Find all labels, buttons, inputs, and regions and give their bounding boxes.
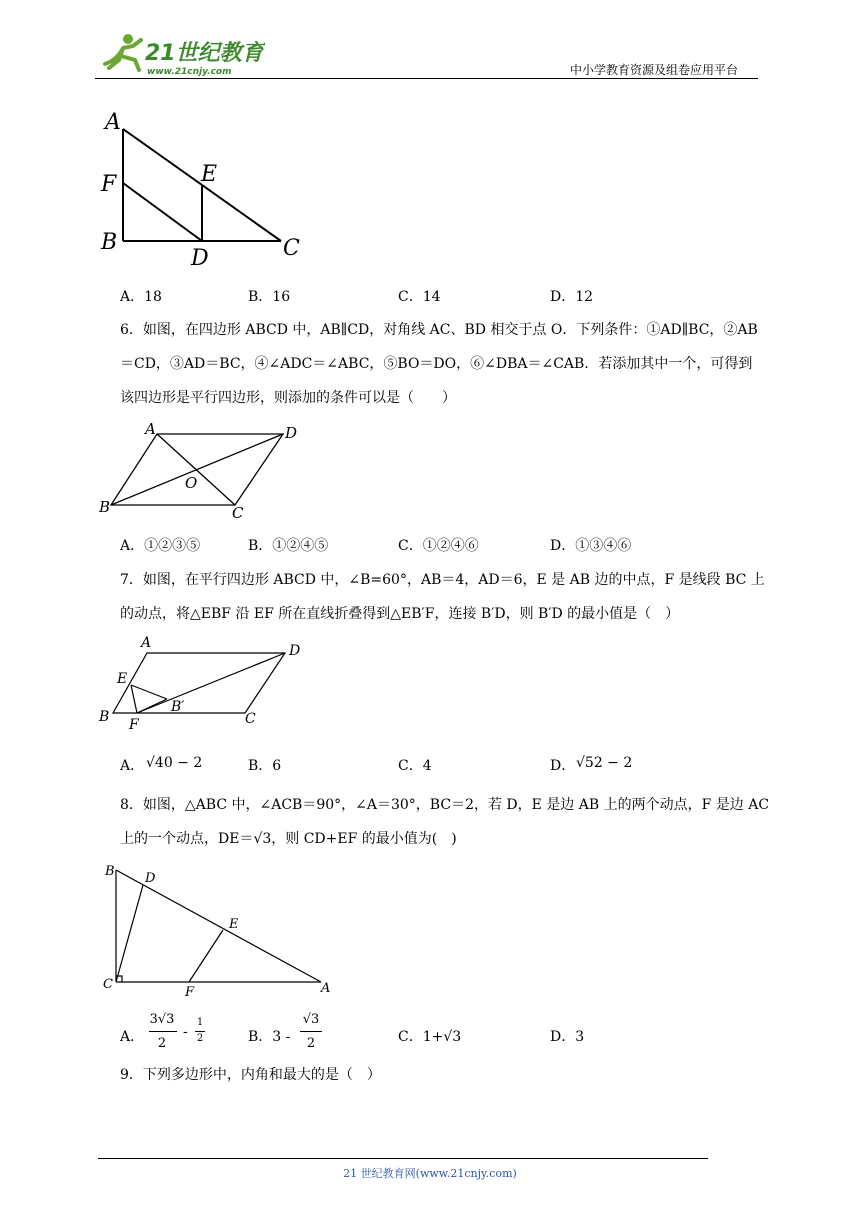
label-e: E: [229, 917, 239, 932]
q6-figure: [95, 418, 315, 523]
q7-line-2: 的动点，将△EBF 沿 EF 所在直线折叠得到△EB′F，连接 B′D，则 B′D 的最小值是（ ）: [120, 606, 680, 622]
label-c: C: [103, 977, 113, 992]
q5-option-d: D．12: [550, 289, 594, 305]
q5-option-c: C．14: [398, 289, 441, 305]
label-c: C: [245, 711, 256, 727]
label-f: F: [101, 172, 117, 197]
q8-option-a-frac-den: 2: [196, 1033, 204, 1044]
q6-line-3: 该四边形是平行四边形，则添加的条件可以是（ ）: [120, 390, 456, 406]
label-a: A: [321, 981, 331, 996]
label-f: F: [129, 717, 139, 733]
logo-runner-body: [105, 40, 141, 70]
label-c: C: [232, 504, 244, 522]
site-tagline: 中小学教育资源及组卷应用平台: [570, 63, 739, 77]
q8-figure: [95, 858, 345, 1003]
q8-option-a-denominator: 2: [157, 1036, 167, 1051]
segment-ef: [189, 930, 223, 982]
logo-text: 21世纪教育: [145, 41, 264, 66]
diagonal-bd: [111, 434, 283, 505]
q5-figure: [95, 105, 315, 270]
q8-option-b-denominator: 2: [306, 1036, 316, 1051]
q8-option-a-frac-num: 1: [196, 1017, 204, 1028]
q5-option-b: B．16: [248, 289, 291, 305]
q6-line-2: ＝CD，③AD＝BC，④∠ADC＝∠ABC，⑤BO＝DO，⑥∠DBA＝∠CAB．若添加其中一个，可得到: [120, 356, 753, 372]
q7-option-a-label: A．: [120, 758, 145, 774]
segment-fd: [123, 183, 202, 241]
label-e: E: [201, 162, 218, 187]
label-b: B: [99, 498, 111, 516]
q7-option-d-value: √52 − 2: [576, 755, 633, 771]
q8-option-a-numerator: 3√3: [149, 1012, 175, 1027]
label-d: D: [145, 871, 156, 886]
label-d: D: [191, 246, 209, 270]
q9-line-1: 9．下列多边形中，内角和最大的是（ ）: [120, 1067, 381, 1083]
label-d: D: [285, 424, 298, 442]
label-c: C: [283, 236, 300, 261]
footer-divider: [98, 1158, 708, 1159]
q8-option-b-numerator: √3: [302, 1012, 320, 1027]
q8-option-d: D．3: [550, 1029, 585, 1045]
q8-fraction-bar-b: [300, 1031, 322, 1032]
q7-option-a-value: √40 − 2: [146, 755, 203, 771]
label-a: A: [145, 420, 156, 438]
q5-option-a: A．18: [120, 289, 162, 305]
q8-fraction-bar-a2: [195, 1031, 205, 1032]
segment-fb-prime: [137, 699, 167, 713]
q7-option-b: B．6: [248, 758, 282, 774]
logo-runner-head: [123, 34, 133, 44]
segment-cd: [116, 885, 143, 982]
label-o: O: [185, 474, 198, 492]
q7-line-1: 7．如图，在平行四边形 ABCD 中，∠B=60°，AB＝4，AD＝6，E 是 AB 边的中点，F 是线段 BC 上: [120, 572, 765, 588]
q8-option-c: C．1+√3: [398, 1029, 462, 1045]
header-divider: [95, 78, 758, 79]
q6-option-b: B．①②④⑤: [248, 538, 329, 554]
parallelogram-abcd: [113, 653, 285, 713]
label-b: B: [105, 864, 115, 879]
segment-ef: [131, 685, 137, 713]
q6-line-1: 6．如图，在四边形 ABCD 中，AB∥CD，对角线 AC、BD 相交于点 O．下列条件：①AD∥BC，②AB: [120, 322, 758, 338]
label-a: A: [105, 110, 121, 135]
q6-option-c: C．①②④⑥: [398, 538, 479, 554]
segment-ab: [116, 870, 321, 982]
segment-eb-prime: [131, 685, 167, 699]
label-e: E: [117, 671, 128, 687]
q7-option-c: C．4: [398, 758, 432, 774]
q8-option-a-minus: -: [183, 1024, 188, 1040]
label-b-prime: B′: [171, 699, 185, 715]
label-b: B: [99, 709, 110, 725]
q8-option-a-label: A．: [120, 1029, 145, 1045]
logo-url: www.21cnjy.com: [147, 67, 232, 77]
q8-fraction-bar-a: [149, 1031, 177, 1032]
q7-option-d-label: D．: [550, 758, 576, 774]
label-a: A: [141, 635, 152, 651]
site-logo: [95, 30, 265, 80]
label-b: B: [101, 230, 118, 255]
footer-link[interactable]: 21 世纪教育网(www.21cnjy.com): [343, 1167, 517, 1180]
label-f: F: [185, 985, 195, 1000]
q8-option-b-label: B．3 -: [248, 1029, 291, 1045]
q6-option-a: A．①②③⑤: [120, 538, 201, 554]
q6-option-d: D．①③④⑥: [550, 538, 632, 554]
q7-figure: [95, 633, 315, 733]
segment-b-prime-d: [137, 653, 285, 713]
label-d: D: [289, 643, 301, 659]
q8-line-1: 8．如图，△ABC 中，∠ACB＝90°，∠A＝30°，BC＝2，若 D，E 是边 AB 上的两个动点，F 是边 AC: [120, 797, 770, 813]
q8-line-2: 上的一个动点，DE＝√3，则 CD+EF 的最小值为( ): [120, 831, 457, 847]
